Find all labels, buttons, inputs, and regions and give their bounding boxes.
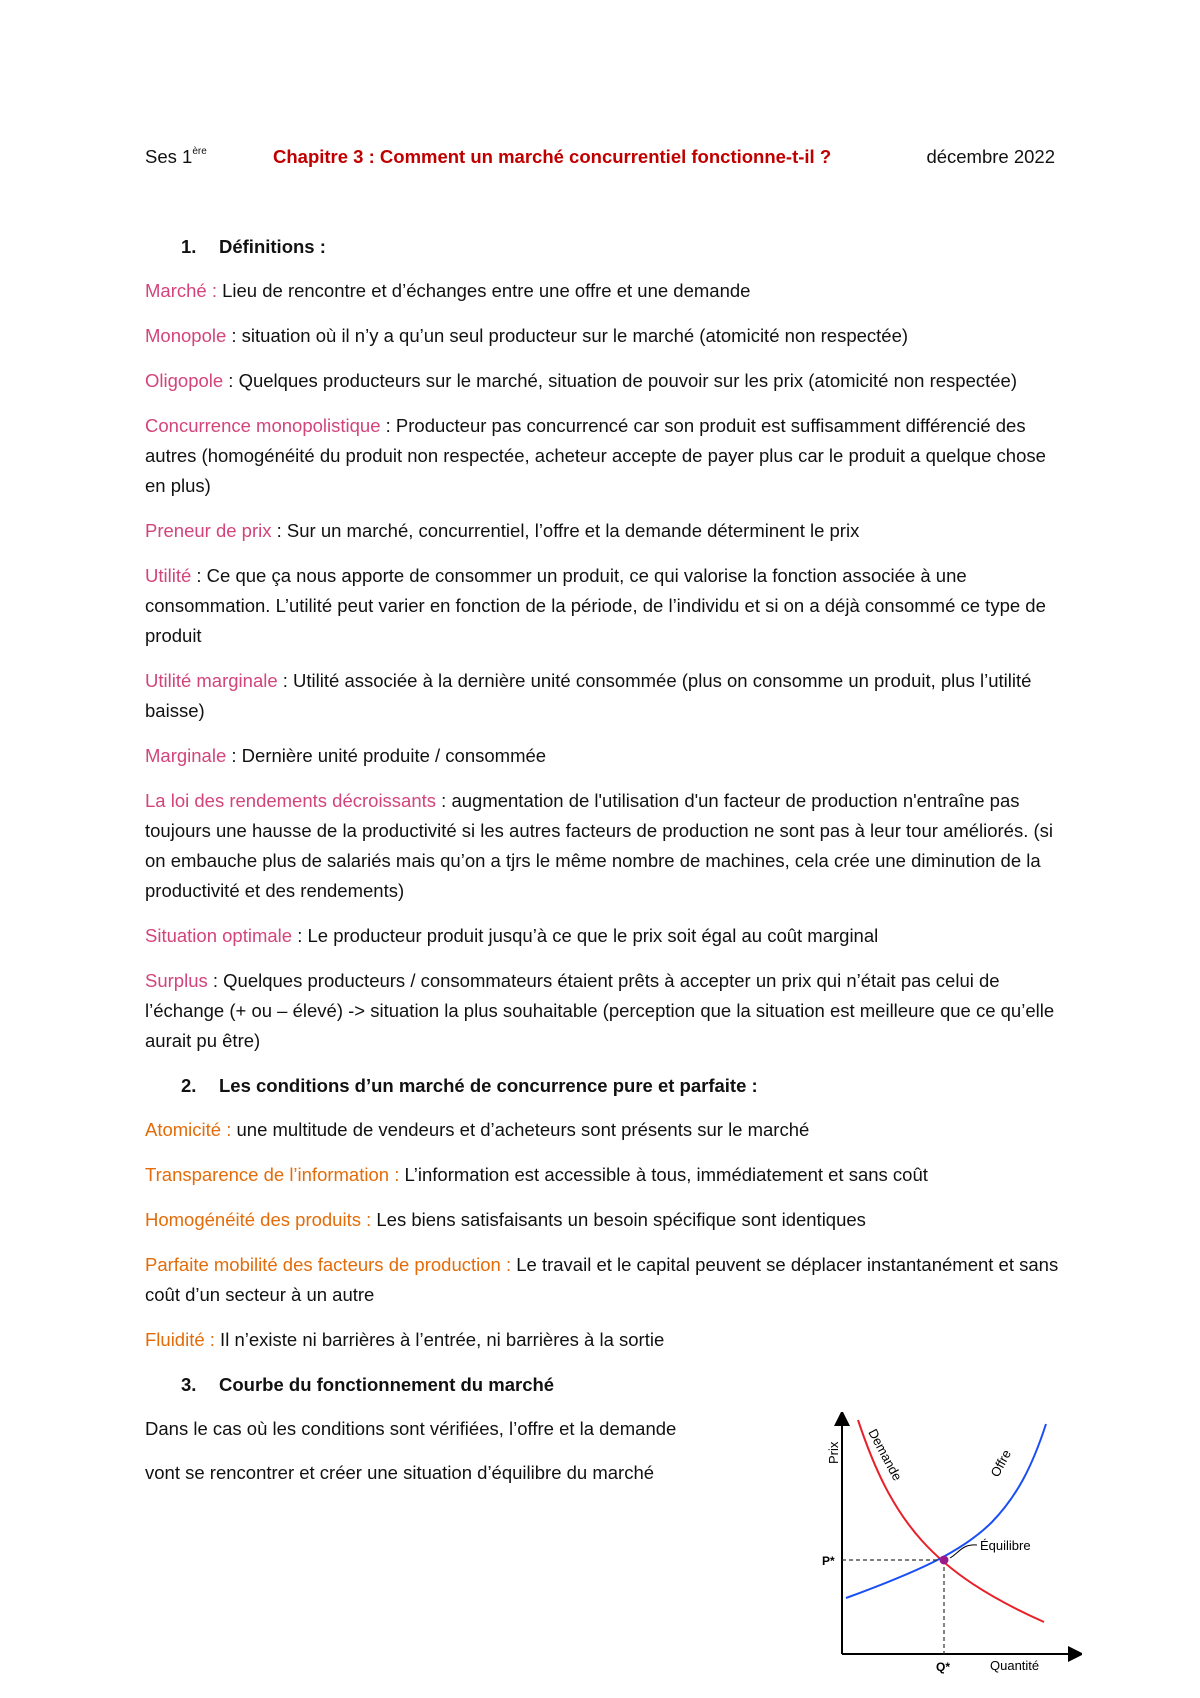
document-body: [145, 232, 1065, 1503]
definition-surplus: Surplus : Quelques producteurs / consommateurs étaient prêts à accepter un prix qui n’était pas celui de l’échange (+ ou – élevé) -> situation la plus souhaitable (perception que la situation est meilleure que ce qu’elle aurait pu être): [145, 970, 1055, 1051]
condition-atomicite: Atomicité : une multitude de vendeurs et d’acheteurs sont présents sur le marché: [145, 1119, 810, 1140]
p-star-label: P*: [822, 1554, 835, 1568]
section-heading-3: 3. Courbe du fonctionnement du marché: [181, 1374, 555, 1395]
definition-situation-optimale: Situation optimale : Le producteur produit jusqu’à ce que le prix soit égal au coût marginal: [145, 925, 879, 946]
condition-transparence: Transparence de l’information : L’information est accessible à tous, immédiatement et sans coût: [145, 1164, 928, 1185]
definition-utilite-marginale: Utilité marginale : Utilité associée à la dernière unité consommée (plus on consomme un produit, plus l’utilité baisse): [145, 670, 1032, 721]
demand-label: Demande: [865, 1426, 906, 1484]
definition-preneur-de-prix: Preneur de prix : Sur un marché, concurrentiel, l’offre et la demande déterminent le prix: [145, 520, 860, 541]
page-header: [145, 146, 1055, 176]
course-label: Ses 1ère: [145, 146, 207, 167]
y-axis-label: Prix: [826, 1441, 841, 1464]
definition-utilite: Utilité : Ce que ça nous apporte de consommer un produit, ce qui valorise la fonction associée à une consommation. L’utilité peut varier en fonction de la période, de l’individu et si on a déjà consommé ce type de produit: [145, 565, 1046, 646]
market-text-line-1: Dans le cas où les conditions sont vérifiées, l’offre et la demande: [145, 1418, 677, 1439]
supply-demand-svg: [822, 1412, 1082, 1674]
definition-marginale: Marginale : Dernière unité produite / consommée: [145, 745, 547, 766]
q-star-label: Q*: [936, 1660, 951, 1674]
section-heading-1: 1. Définitions :: [181, 236, 326, 257]
equilibrium-point: [940, 1556, 949, 1565]
definition-oligopole: Oligopole : Quelques producteurs sur le marché, situation de pouvoir sur les prix (atomicité non respectée): [145, 370, 1018, 391]
market-text-line-2: vont se rencontrer et créer une situation d’équilibre du marché: [145, 1462, 655, 1483]
definition-concurrence-monopolistique: Concurrence monopolistique : Producteur pas concurrencé car son produit est suffisamment différencié des autres (homogénéité du produit non respectée, acheteur accepte de payer plus car le produit a quelque chose en plus): [145, 415, 1046, 496]
supply-demand-figure: [822, 1412, 1082, 1674]
definition-rendements-decroissants: La loi des rendements décroissants : augmentation de l'utilisation d'un facteur de production n'entraîne pas toujours une hausse de la productivité si les autres facteurs de production ne sont pas à leur tour améliorés. (si on embauche plus de salariés mais qu’on a tjrs le même nombre de machines, cela crée une diminution de la productivité et des rendements): [145, 790, 1054, 901]
condition-homogeneite: Homogénéité des produits : Les biens satisfaisants un besoin spécifique sont identiques: [145, 1209, 866, 1230]
equilibrium-label: Équilibre: [980, 1538, 1031, 1553]
section-heading-2: 2. Les conditions d’un marché de concurrence pure et parfaite :: [181, 1075, 758, 1096]
chapter-title: Chapitre 3 : Comment un marché concurrentiel fonctionne-t-il ?: [273, 146, 832, 167]
definition-monopole: Monopole : situation où il n’y a qu’un seul producteur sur le marché (atomicité non respectée): [145, 325, 909, 346]
supply-label: Offre: [987, 1447, 1015, 1480]
condition-mobilite: Parfaite mobilité des facteurs de production : Le travail et le capital peuvent se déplacer instantanément et sans coût d’un secteur à un autre: [145, 1254, 1059, 1305]
header-date: décembre 2022: [926, 146, 1055, 167]
x-axis-label: Quantité: [990, 1658, 1040, 1673]
condition-fluidite: Fluidité : Il n’existe ni barrières à l’entrée, ni barrières à la sortie: [145, 1329, 665, 1350]
definition-marche: Marché : Lieu de rencontre et d’échanges entre une offre et une demande: [145, 280, 751, 301]
